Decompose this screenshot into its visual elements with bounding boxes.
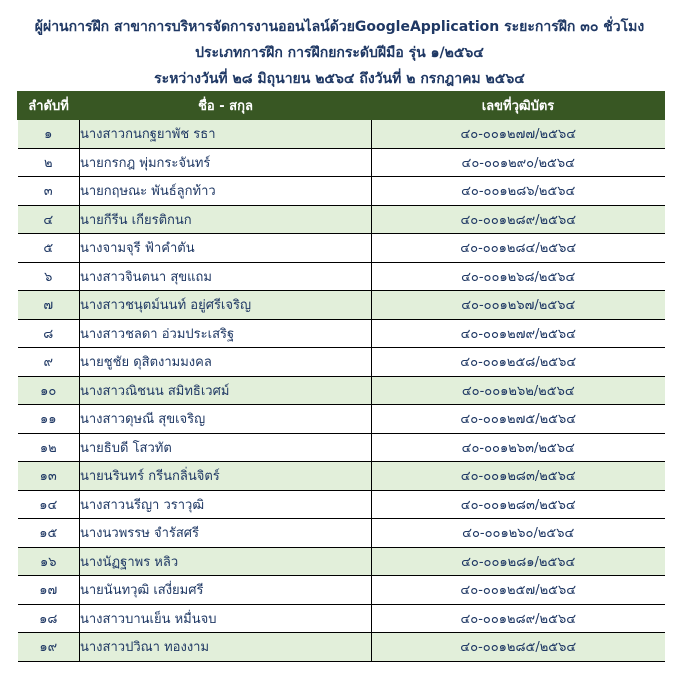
row-number: ๑๕ <box>18 519 80 548</box>
table-row <box>18 348 665 377</box>
table-body <box>18 120 665 662</box>
row-certificate-number: ๔๐-๐๐๑๒๖๒/๒๕๖๔ <box>372 376 665 405</box>
title-line-dates: ระหว่างวันที่ ๒๘ มิถุนายน ๒๕๖๔ ถึงวันที่ ๒ กรกฎาคม ๒๕๖๔ <box>154 71 525 87</box>
row-certificate-number: ๔๐-๐๐๑๒๘๖/๒๕๖๔ <box>372 177 665 206</box>
table-row <box>18 433 665 462</box>
row-number: ๑ <box>18 120 80 149</box>
table-row <box>18 148 665 177</box>
row-name: นายกรกฎ พุ่มกระจันทร์ <box>80 148 372 177</box>
row-name: นางสาวณิชนน สมิทธิเวศม์ <box>80 376 372 405</box>
table-row <box>18 490 665 519</box>
row-name: นายธิบดี โสวทัต <box>80 433 372 462</box>
row-number: ๑๐ <box>18 376 80 405</box>
row-certificate-number: ๔๐-๐๐๑๒๘๓/๒๕๖๔ <box>372 490 665 519</box>
row-name: นางจามจุรี ฟ้าคำตัน <box>80 234 372 263</box>
row-name: นางสาวนรีญา วราวุฒิ <box>80 490 372 519</box>
row-number: ๒ <box>18 148 80 177</box>
table-row <box>18 376 665 405</box>
row-number: ๗ <box>18 291 80 320</box>
row-number: ๑๒ <box>18 433 80 462</box>
row-certificate-number: ๔๐-๐๐๑๒๘๓/๒๕๖๔ <box>372 462 665 491</box>
column-header-certificate: เลขที่วุฒิบัตร <box>372 92 665 120</box>
table-row <box>18 262 665 291</box>
row-certificate-number: ๔๐-๐๐๑๒๘๕/๒๕๖๔ <box>372 633 665 662</box>
table-row <box>18 177 665 206</box>
row-number: ๑๙ <box>18 633 80 662</box>
row-name: นางสาวกนกฐยาพัช รธา <box>80 120 372 149</box>
row-number: ๖ <box>18 262 80 291</box>
title-line-course: ผู้ผ่านการฝึก สาขาการบริหารจัดการงานออนไลน์ด้วยGoogleApplication ระยะการฝึก ๓๐ ชั่วโมง <box>34 19 645 35</box>
table-row <box>18 633 665 662</box>
row-number: ๘ <box>18 319 80 348</box>
row-name: นายกฤษณะ พันธ์ลูกท้าว <box>80 177 372 206</box>
row-name: นางสาวจินตนา สุขแถม <box>80 262 372 291</box>
row-name: นางสาวชลดา อ่วมประเสริฐ <box>80 319 372 348</box>
row-number: ๙ <box>18 348 80 377</box>
table-header-row <box>18 92 665 120</box>
row-number: ๑๑ <box>18 405 80 434</box>
row-name: นางนวพรรษ จำรัสศรี <box>80 519 372 548</box>
row-name: นายชูชัย ดุสิตงามมงคล <box>80 348 372 377</box>
row-certificate-number: ๔๐-๐๐๑๒๙๐/๒๕๖๔ <box>372 148 665 177</box>
row-certificate-number: ๔๐-๐๐๑๒๕๗/๒๕๖๔ <box>372 576 665 605</box>
row-name: นายนันทวุฒิ เสงี่ยมศรี <box>80 576 372 605</box>
row-certificate-number: ๔๐-๐๐๑๒๗๗/๒๕๖๔ <box>372 120 665 149</box>
row-number: ๑๔ <box>18 490 80 519</box>
row-certificate-number: ๔๐-๐๐๑๒๗๕/๒๕๖๔ <box>372 405 665 434</box>
row-number: ๕ <box>18 234 80 263</box>
row-certificate-number: ๔๐-๐๐๑๒๘๙/๒๕๖๔ <box>372 205 665 234</box>
title-line-type: ประเภทการฝึก การฝึกยกระดับฝีมือ รุ่น ๑/๒๕๖๔ <box>195 45 484 61</box>
row-number: ๑๘ <box>18 604 80 633</box>
table-row <box>18 120 665 149</box>
row-certificate-number: ๔๐-๐๐๑๒๘๔/๒๕๖๔ <box>372 234 665 263</box>
table-row <box>18 462 665 491</box>
table-row <box>18 234 665 263</box>
row-name: นายนรินทร์ กรีนกลิ่นจิตร์ <box>80 462 372 491</box>
row-certificate-number: ๔๐-๐๐๑๒๗๙/๒๕๖๔ <box>372 319 665 348</box>
table-row <box>18 405 665 434</box>
row-certificate-number: ๔๐-๐๐๑๒๖๓/๒๕๖๔ <box>372 433 665 462</box>
table-row <box>18 576 665 605</box>
table-row <box>18 604 665 633</box>
column-header-name: ชื่อ - สกุล <box>80 92 372 120</box>
row-number: ๑๗ <box>18 576 80 605</box>
row-number: ๑๖ <box>18 547 80 576</box>
table-row <box>18 547 665 576</box>
row-name: นางนัฏฐาพร หลิว <box>80 547 372 576</box>
row-number: ๔ <box>18 205 80 234</box>
row-certificate-number: ๔๐-๐๐๑๒๘๑/๒๕๖๔ <box>372 547 665 576</box>
row-certificate-number: ๔๐-๐๐๑๒๖๐/๒๕๖๔ <box>372 519 665 548</box>
row-number: ๓ <box>18 177 80 206</box>
trainee-table <box>17 91 665 662</box>
document-header <box>0 14 679 92</box>
column-header-number: ลำดับที่ <box>18 92 80 120</box>
row-certificate-number: ๔๐-๐๐๑๒๕๘/๒๕๖๔ <box>372 348 665 377</box>
table-row <box>18 519 665 548</box>
table-row <box>18 205 665 234</box>
row-name: นางสาวดุษณี สุขเจริญ <box>80 405 372 434</box>
row-number: ๑๓ <box>18 462 80 491</box>
row-name: นางสาวบานเย็น หมื่นจบ <box>80 604 372 633</box>
row-name: นางสาวปวิณา ทองงาม <box>80 633 372 662</box>
row-certificate-number: ๔๐-๐๐๑๒๖๘/๒๕๖๔ <box>372 262 665 291</box>
table-row <box>18 291 665 320</box>
row-certificate-number: ๔๐-๐๐๑๒๘๙/๒๕๖๔ <box>372 604 665 633</box>
row-name: นายกีรีน เกียรติกนก <box>80 205 372 234</box>
table-row <box>18 319 665 348</box>
row-certificate-number: ๔๐-๐๐๑๒๖๗/๒๕๖๔ <box>372 291 665 320</box>
row-name: นางสาวชนุตม์นนท์ อยู่ศรีเจริญ <box>80 291 372 320</box>
